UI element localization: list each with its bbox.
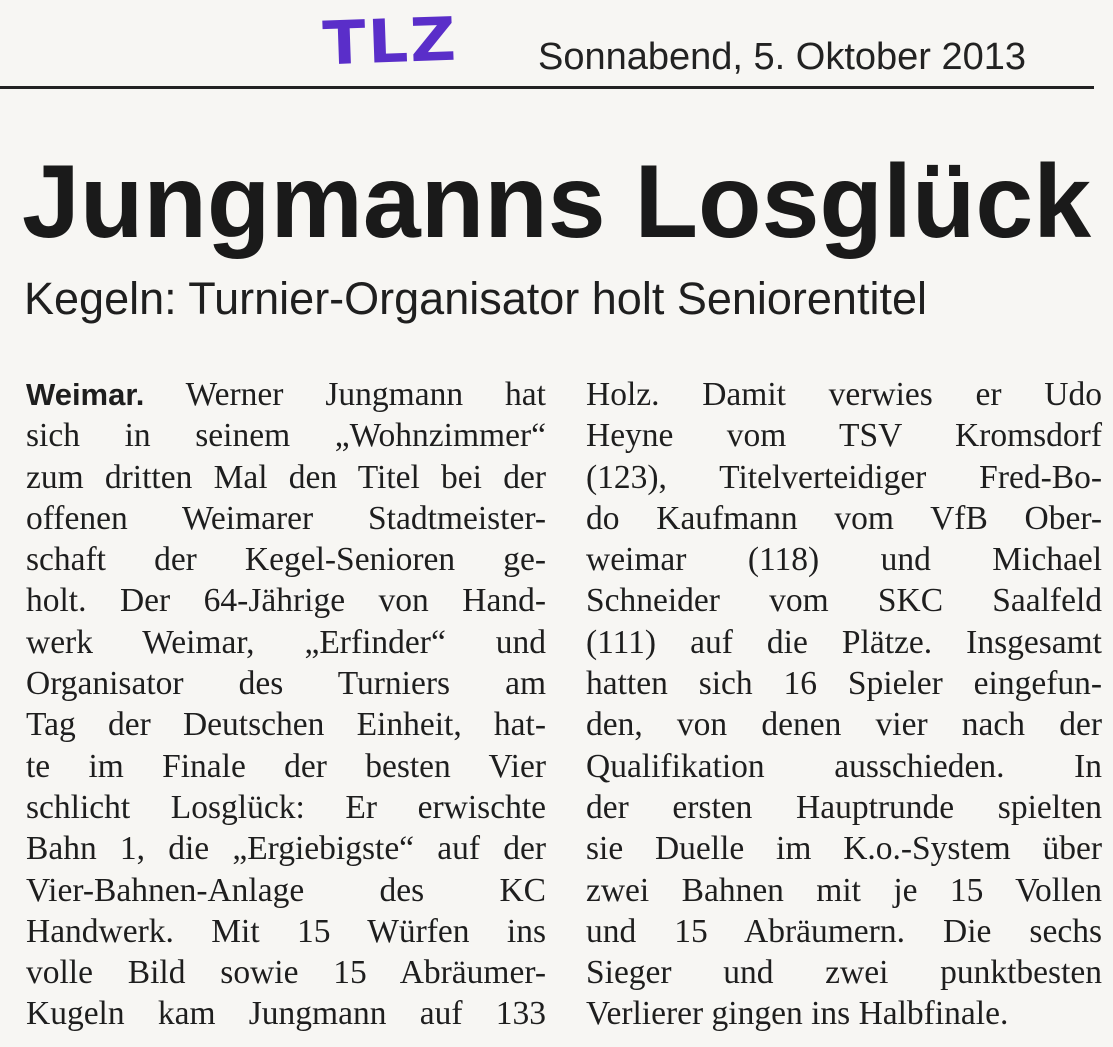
text-line: werk Weimar, „Erfinder“ und — [26, 623, 546, 661]
article-headline: Jungmanns Losglück — [22, 144, 1092, 260]
text-line: zwei Bahnen mit je 15 Vollen — [586, 871, 1102, 909]
text-line: Organisator des Turniers am — [26, 665, 546, 703]
text-line: do Kaufmann vom VfB Ober- — [586, 499, 1102, 537]
text-line: Holz. Damit verwies er Udo — [586, 376, 1102, 413]
text-line: weimar (118) und Michael — [586, 541, 1102, 579]
text-line: sich in seinem „Wohnzimmer“ — [26, 417, 546, 455]
text-line: der ersten Hauptrunde spielten — [586, 788, 1102, 826]
text-line: Verlierer gingen ins Halbfinale. — [586, 995, 1009, 1033]
text-line: Bahn 1, die „Ergiebigste“ auf der — [26, 830, 546, 868]
text-line: volle Bild sowie 15 Abräumer- — [26, 954, 546, 992]
issue-date: Sonnabend, 5. Oktober 2013 — [538, 36, 1027, 78]
header-rule — [0, 86, 1094, 89]
text-line: Heyne vom TSV Kromsdorf — [586, 417, 1102, 455]
article-column-2 — [586, 374, 1102, 1035]
text-line: Vier-Bahnen-Anlage des KC — [26, 871, 546, 909]
text-line: Schneider vom SKC Saalfeld — [586, 582, 1102, 620]
text-line: den, von denen vier nach der — [586, 706, 1102, 744]
tlz-handwritten-stamp: TLZ — [321, 4, 460, 80]
text-line: Handwerk. Mit 15 Würfen ins — [26, 912, 546, 950]
text-line — [26, 374, 546, 415]
article-column-1 — [26, 374, 546, 1035]
text-line-rest: Werner Jungmann hat — [144, 376, 546, 413]
text-line: holt. Der 64-Jährige von Hand- — [26, 582, 546, 620]
text-line: (111) auf die Plätze. Insgesamt — [586, 623, 1102, 661]
text-line: Tag der Deutschen Einheit, hat- — [26, 706, 546, 744]
text-line: schlicht Losglück: Er erwischte — [26, 788, 546, 826]
text-line: zum dritten Mal den Titel bei der — [26, 458, 546, 496]
text-line: offenen Weimarer Stadtmeister- — [26, 499, 546, 537]
text-line: Kugeln kam Jungmann auf 133 — [26, 995, 546, 1033]
text-line: Sieger und zwei punktbesten — [586, 954, 1102, 992]
text-line: sie Duelle im K.o.-System über — [586, 830, 1102, 868]
text-line: Qualifikation ausschieden. In — [586, 747, 1102, 785]
text-line: schaft der Kegel-Senioren ge- — [26, 541, 546, 579]
article-subheadline: Kegeln: Turnier-Organisator holt Seniorentitel — [24, 273, 927, 324]
text-line: (123), Titelverteidiger Fred-Bo- — [586, 458, 1102, 496]
text-line: hatten sich 16 Spieler eingefun- — [586, 665, 1102, 703]
text-line: und 15 Abräumern. Die sechs — [586, 912, 1102, 950]
text-line: te im Finale der besten Vier — [26, 747, 546, 785]
article-dateline: Weimar. — [26, 377, 145, 412]
